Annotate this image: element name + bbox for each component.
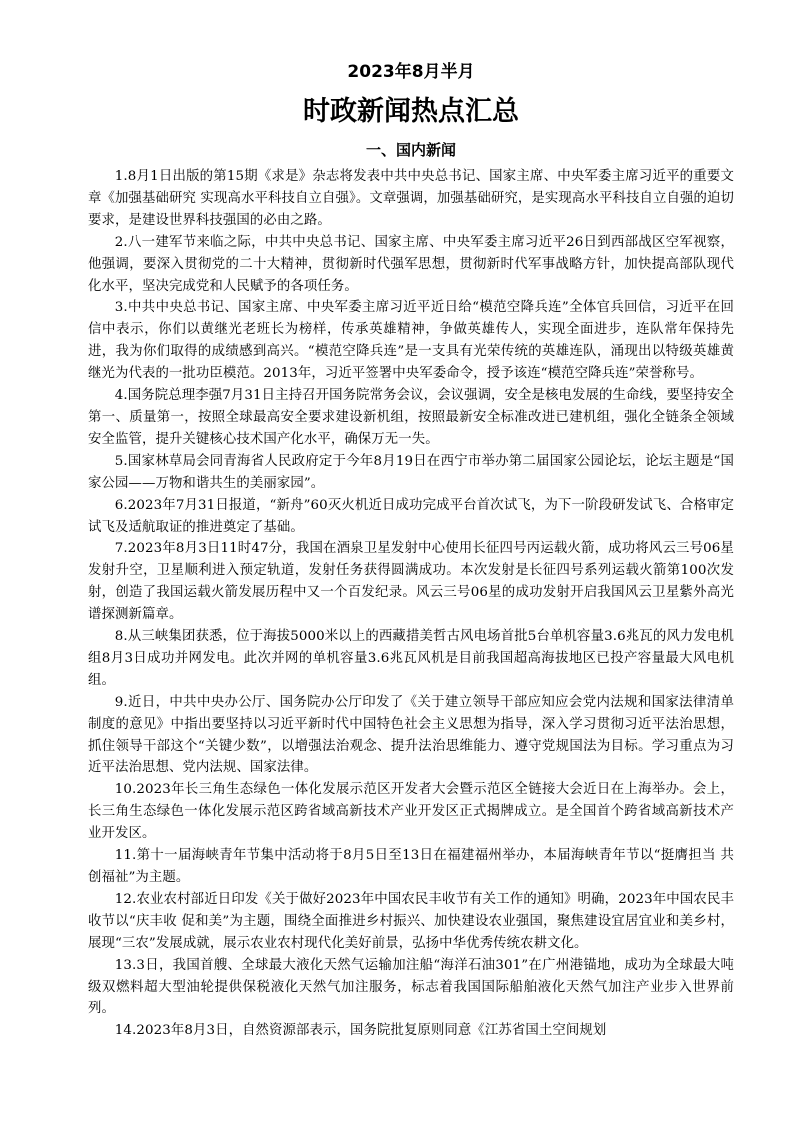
news-item-8: 8.从三峡集团获悉，位于海拔5000米以上的西藏措美哲古风电场首批5台单机容量3.6兆瓦的风力发电机组8月3日成功并网发电。此次并网的单机容量3.6兆瓦风机是目前我国超高海拔地区已投产容量最大风电机组。: [88, 629, 734, 688]
section-heading: 一、国内新闻: [365, 141, 456, 159]
news-list: [88, 166, 734, 1042]
news-item-5: 5.国家林草局会同青海省人民政府定于今年8月19日在西宁市举办第二届国家公园论坛，论坛主题是“国家公园——万物和谐共生的美丽家园”。: [88, 453, 734, 491]
news-item-2: 2.八一建军节来临之际，中共中央总书记、国家主席、中央军委主席习近平26日到西部战区空军视察，他强调，要深入贯彻党的二十大精神，贯彻新时代强军思想，贯彻新时代军事战略方针，加快提高部队现代化水平，坚决完成党和人民赋予的各项任务。: [88, 234, 734, 294]
news-item-14: 14.2023年8月3日，自然资源部表示，国务院批复原则同意《江苏省国土空间规划: [114, 1023, 607, 1039]
news-item-4: 4.国务院总理李强7月31日主持召开国务院常务会议，会议强调，安全是核电发展的生命线，要坚持安全第一、质量第一，按照全球最高安全要求建设新机组，按照最新安全标准改进已建机组，强化全链条全领域安全监管，提升关键核心技术国产化水平，确保万无一失。: [88, 388, 734, 447]
news-item-7: 7.2023年8月3日11时47分，我国在酒泉卫星发射中心使用长征四号丙运载火箭，成功将风云三号06星发射升空，卫星顺利进入预定轨道，发射任务获得圆满成功。本次发射是长征四号系列运载火箭第100次发射，创造了我国运载火箭发展历程中又一个百发纪录。风云三号06星的成功发射开启我国风云卫星紫外高光谱探测新篇章。: [88, 541, 734, 623]
news-item-1: 1.8月1日出版的第15期《求是》杂志将发表中共中央总书记、国家主席、中央军委主席习近平的重要文章《加强基础研究 实现高水平科技自立自强》。文章强调，加强基础研究，是实现高水平科技自立自强的迫切要求，是建设世界科技强国的必由之路。: [88, 169, 734, 228]
document-title: 时政新闻热点汇总: [303, 96, 519, 127]
document-page: [88, 60, 734, 1042]
news-item-6: 6.2023年7月31日报道，“新舟”60灭火机近日成功完成平台首次试飞，为下一阶段研发试飞、合格审定试飞及适航取证的推进奠定了基础。: [88, 497, 734, 535]
news-item-9: 9.近日，中共中央办公厅、国务院办公厅印发了《关于建立领导干部应知应会党内法规和国家法律清单制度的意见》中指出要坚持以习近平新时代中国特色社会主义思想为指导，深入学习贯彻习近平法治思想，抓住领导干部这个“关键少数”，以增强法治观念、提升法治思维能力、遵守党规国法为目标。学习重点为习近平法治思想、党内法规、国家法律。: [88, 694, 734, 776]
news-item-11: 11.第十一届海峡青年节集中活动将于8月5日至13日在福建福州举办，本届海峡青年节以“挺膺担当 共创福祉”为主题。: [88, 848, 734, 885]
news-item-10: 10.2023年长三角生态绿色一体化发展示范区开发者大会暨示范区全链接大会近日在上海举办。会上，长三角生态绿色一体化发展示范区跨省域高新技术产业开发区正式揭牌成立。是全国首个跨省域高新技术产业开发区。: [88, 782, 734, 842]
news-item-13: 13.3日，我国首艘、全球最大液化天然气运输加注船“海洋石油301”在广州港锚地，成功为全球最大吨级双燃料超大型油轮提供保税液化天然气加注服务，标志着我国国际船舶液化天然气加注产业步入世界前列。: [88, 957, 734, 1017]
news-item-3: 3.中共中央总书记、国家主席、中央军委主席习近平近日给“模范空降兵连”全体官兵回信，习近平在回信中表示，你们以黄继光老班长为榜样，传承英雄精神，争做英雄传人，实现全面进步，连队常年保持先进，我为你们取得的成绩感到高兴。“模范空降兵连”是一支具有光荣传统的英雄连队，涌现出以特级英雄黄继光为代表的一批功臣模范。2013年，习近平签署中央军委命令，授予该连“模范空降兵连”荣誉称号。: [88, 300, 734, 382]
document-subtitle: 2023年8月半月: [347, 62, 475, 82]
news-item-12: 12.农业农村部近日印发《关于做好2023年中国农民丰收节有关工作的通知》明确，2023年中国农民丰收节以“庆丰收 促和美”为主题，围绕全面推进乡村振兴、加快建设农业强国，聚焦建设宜居宜业和美乡村，展现“三农”发展成就，展示农业农村现代化美好前景，弘扬中华优秀传统农耕文化。: [88, 891, 734, 951]
